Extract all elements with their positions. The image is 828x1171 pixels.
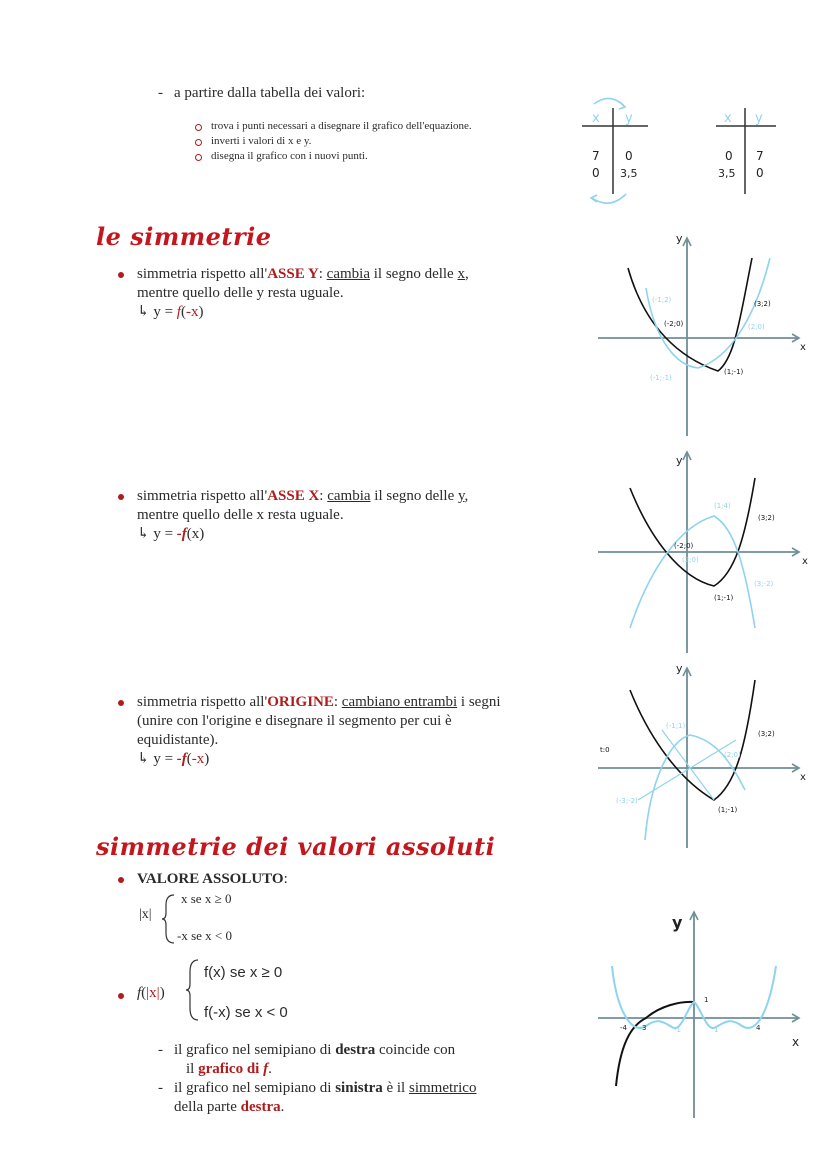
curve-original [628, 258, 752, 371]
abs-label: VALORE ASSOLUTO: [137, 871, 288, 887]
sym-x-line1: simmetria rispetto all'ASSE X: cambia il segno delle y, [137, 488, 469, 504]
step-bullet-icon [195, 139, 202, 146]
abs-case-2: -x se x < 0 [177, 928, 232, 943]
graph-symmetry-x [590, 448, 812, 656]
axis-x-label: x [800, 772, 806, 783]
curve-mirror [646, 258, 770, 368]
curve-original [630, 478, 755, 586]
axis-y-label: y [676, 454, 683, 467]
sym-o-line2: (unire con l'origine e disegnare il segmento per cui è [137, 713, 452, 729]
point-label: (2;0) [748, 323, 765, 331]
tick-label: -4 [620, 1024, 627, 1032]
step-bullet-icon [195, 154, 202, 161]
point-label: (3;2) [758, 730, 775, 738]
table-left-cell: 3,5 [620, 167, 638, 180]
swap-arrow-icon [594, 98, 624, 106]
bullet-icon [118, 993, 124, 999]
graph-symmetry-origin [590, 660, 812, 850]
table-right-cell: 7 [756, 149, 764, 163]
table-left-cell: 7 [592, 149, 600, 163]
point-label: (3;2) [754, 300, 771, 308]
fabs-lhs: f(|x|) [137, 985, 165, 1001]
sym-y-line2: mentre quello delle y resta uguale. [137, 285, 344, 301]
bullet-icon [118, 272, 124, 278]
tick-label: 1 [704, 996, 709, 1004]
fabs-case-2: f(-x) se x < 0 [204, 1004, 288, 1021]
note-2-line1: il grafico nel semipiano di sinistra è il simmetrico [174, 1080, 477, 1096]
graph-abs [590, 906, 812, 1120]
sym-x-line2: mentre quello delle x resta uguale. [137, 507, 344, 523]
curve-original [630, 680, 755, 800]
sym-x-formula: ↳ y = -f(x) [137, 526, 205, 542]
table-right-cell: 3,5 [718, 167, 736, 180]
point-label: (1;-1) [724, 368, 744, 376]
note-2-line2: della parte destra. [174, 1099, 285, 1115]
brace-icon [184, 958, 202, 1022]
bullet-icon [118, 700, 124, 706]
table-left-cell: 0 [625, 149, 633, 163]
axis-y-label: y [672, 913, 683, 932]
note-dash: - [158, 1080, 163, 1096]
table-right-cell: 0 [756, 166, 764, 180]
table-right-hy: y [755, 111, 763, 126]
tick-label: 4 [756, 1024, 761, 1032]
point-label: (2;0) [724, 751, 741, 759]
axis-x-label: x [792, 1035, 800, 1049]
axis-y-label: y [676, 232, 683, 245]
fabs-case-1: f(x) se x ≥ 0 [204, 964, 283, 981]
point-label: (-2;0) [664, 320, 684, 328]
curve-original [616, 1002, 694, 1086]
abs-lhs: |x| [139, 907, 152, 922]
curve-mirror [630, 516, 755, 628]
sym-y-line1: simmetria rispetto all'ASSE Y: cambia il segno delle x, [137, 266, 469, 282]
table-left-hx: x [592, 111, 600, 126]
table-left-cell: 0 [592, 166, 600, 180]
note-1-line2: il grafico di f. [186, 1061, 272, 1077]
tick-label: 1 [714, 1026, 719, 1034]
bullet-icon [118, 494, 124, 500]
intro-step-1: trova i punti necessari a disegnare il grafico dell'equazione. [211, 120, 472, 132]
abs-case-1: x se x ≥ 0 [181, 891, 232, 906]
axis-y-label: y [676, 662, 683, 675]
section-title-simmetrie: le simmetrie [96, 222, 272, 251]
intro-step-2: inverti i valori di x e y. [211, 135, 312, 147]
point-label: (2;0) [682, 556, 699, 564]
sym-y-formula: ↳ y = f(-x) [137, 304, 204, 320]
table-right-hx: x [724, 111, 732, 126]
intro-heading: a partire dalla tabella dei valori: [174, 85, 366, 101]
axis-x-label: x [802, 556, 808, 567]
axis-x-label: x [800, 342, 806, 353]
note-1-line1: il grafico nel semipiano di destra coincide con [174, 1042, 456, 1058]
intro-dash: - [158, 85, 163, 101]
brace-icon [160, 893, 178, 945]
point-label: (-1;-1) [650, 374, 672, 382]
tick-label: 3 [642, 1024, 647, 1032]
point-label: (1;4) [714, 502, 731, 510]
point-label: t:0 [600, 746, 610, 754]
point-label: (-1;1) [666, 722, 686, 730]
intro-step-3: disegna il grafico con i nuovi punti. [211, 150, 368, 162]
table-right [716, 108, 776, 194]
table-right-cell: 0 [725, 149, 733, 163]
point-label: (3;-2) [754, 580, 774, 588]
point-label: (1;-1) [718, 806, 738, 814]
point-label: (3;2) [758, 514, 775, 522]
point-label: (-3;-2) [616, 797, 638, 805]
point-label: (-2;0) [674, 542, 694, 550]
step-bullet-icon [195, 124, 202, 131]
bullet-icon [118, 877, 124, 883]
graph-symmetry-y [590, 228, 812, 440]
sym-o-line3: equidistante). [137, 732, 219, 748]
point-label: (1;-1) [714, 594, 734, 602]
note-dash: - [158, 1042, 163, 1058]
table-left-hy: y [625, 111, 633, 126]
sym-o-line1: simmetria rispetto all'ORIGINE: cambiano entrambi i segni [137, 694, 501, 710]
tick-label: -1 [674, 1026, 681, 1034]
table-left [582, 98, 648, 203]
section-title-valori-assoluti: simmetrie dei valori assoluti [96, 832, 496, 861]
sym-o-formula: ↳ y = -f(-x) [137, 751, 210, 767]
point-label: (-1;2) [652, 296, 672, 304]
value-tables [570, 92, 800, 212]
